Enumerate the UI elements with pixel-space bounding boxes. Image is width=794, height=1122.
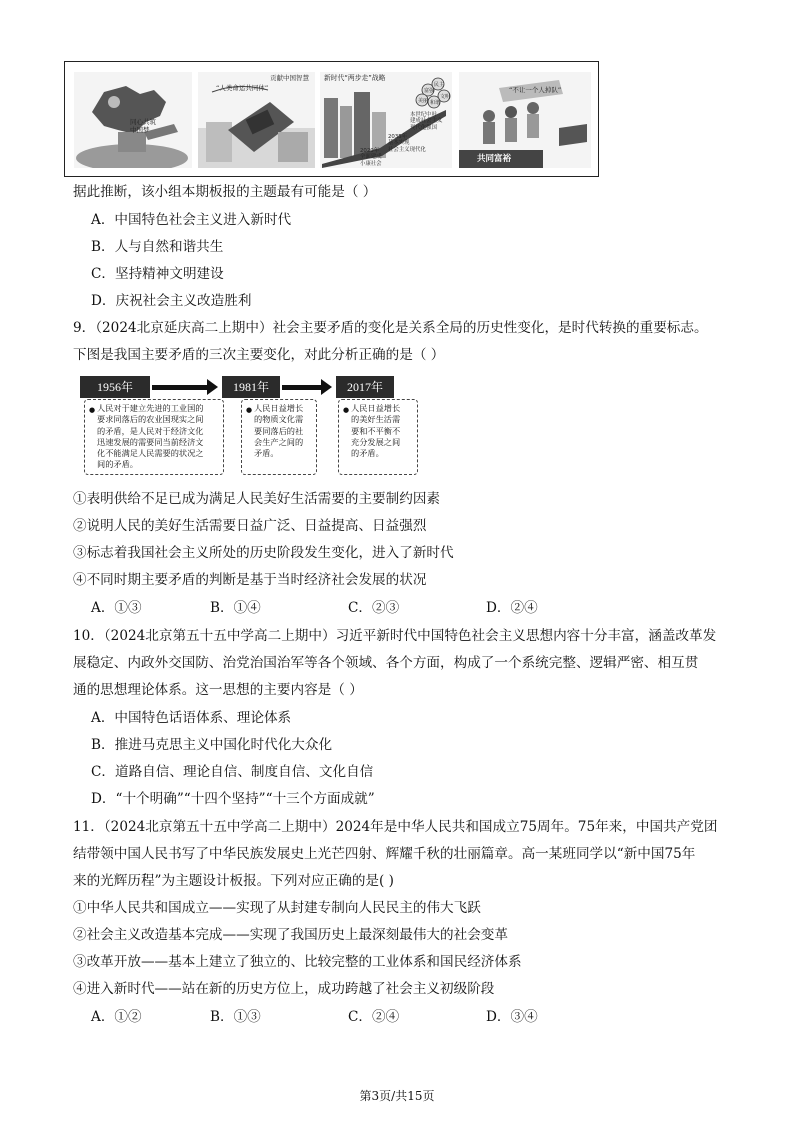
arrow-1956-1981 xyxy=(152,385,208,390)
bullet-icon: ● xyxy=(89,406,96,414)
panel3-bubble-4: 美丽 xyxy=(418,98,429,104)
panel3-2035: 2035年 基本实现 社会主义现代化 xyxy=(388,134,426,153)
q11-option-d: D．③④ xyxy=(486,1009,538,1025)
q10-option-a: A．中国特色话语体系、理论体系 xyxy=(91,710,292,726)
panel3-bubble-0: 富强 xyxy=(424,88,435,94)
panel3-bubble-1: 民主 xyxy=(434,82,445,88)
q9-statement-3: ③标志着我国社会主义所处的历史阶段发生变化，进入了新时代 xyxy=(73,545,454,561)
panel4-ribbon: 共同富裕 xyxy=(477,154,512,164)
contradiction-box-1981 xyxy=(241,399,317,475)
q10-option-d: D．“十个明确”“十四个坚持”“十三个方面成就” xyxy=(91,791,375,807)
q11-statement-3: ③改革开放——基本上建立了独立的、比较完整的工业体系和国民经济体系 xyxy=(73,954,522,970)
panel3-bubble-2: 文明 xyxy=(440,94,451,100)
q9-option-b: B．①④ xyxy=(210,600,261,616)
q8-option-d: D．庆祝社会主义改造胜利 xyxy=(91,293,252,309)
q10-option-b: B．推进马克思主义中国化时代化大众化 xyxy=(91,737,333,753)
contradiction-text-1956: 人民对于建立先进的工业国的 要求同落后的农业国现实之间 的矛盾，是人民对于经济文化 迅速发展的需要同当前经济文 化不能满足人民需要的状况之 间的矛盾。 xyxy=(97,403,204,470)
q9-option-a: A．①③ xyxy=(91,600,142,616)
contradiction-box-2017 xyxy=(338,399,418,475)
q8-option-b: B．人与自然和谐共生 xyxy=(91,239,224,255)
q8-stem: 据此推断，该小组本期板报的主题最有可能是（ ） xyxy=(73,184,377,200)
contradiction-text-2017: 人民日益增长 的美好生活需 要和不平衡不 充分发展之间 的矛盾。 xyxy=(351,403,401,459)
q10-stem-line1: 10．（2024北京第五十五中学高二上期中）习近平新时代中国特色社会主义思想内容十分丰富，涵盖改革发 xyxy=(73,628,717,644)
contradiction-text-1981: 人民日益增长 的物质文化需 要同落后的社 会生产之间的 矛盾。 xyxy=(254,403,304,459)
common-prosperity-image xyxy=(459,72,591,168)
chinese-wisdom-image xyxy=(198,72,315,168)
q9-statement-2: ②说明人民的美好生活需要日益广泛、日益提高、日益强烈 xyxy=(73,518,427,534)
q11-statement-2: ②社会主义改造基本完成——实现了我国历史上最深刻最伟大的社会变革 xyxy=(73,927,508,943)
q11-stem-line1: 11．（2024北京第五十五中学高二上期中）2024年是中华人民共和国成立75周年。75年来，中国共产党团 xyxy=(73,819,718,835)
bullet-icon: ● xyxy=(343,406,350,414)
two-step-strategy-image xyxy=(320,72,452,168)
panel3-2020: 2020年 全面建成 小康社会 xyxy=(360,148,382,167)
panel3-bubble-3: 和谐 xyxy=(430,100,441,106)
arrow-1981-2017 xyxy=(282,385,322,390)
page-number: 第3页/共15页 xyxy=(359,1089,435,1103)
q9-option-c: C．②③ xyxy=(348,600,400,616)
panel4-banner: “不让一个人掉队” xyxy=(509,86,562,94)
q10-stem-line3: 通的思想理论体系。这一思想的主要内容是（ ） xyxy=(73,682,363,698)
q11-statement-1: ①中华人民共和国成立——实现了从封建专制向人民民主的伟大飞跃 xyxy=(73,900,481,916)
year-label-1981: 1981年 xyxy=(222,376,280,398)
q8-option-c: C．坚持精神文明建设 xyxy=(91,266,224,282)
q11-stem-line3: 来的光辉历程”为主题设计板报。下列对应正确的是( ) xyxy=(73,873,394,889)
q11-option-b: B．①③ xyxy=(210,1009,261,1025)
panel3-2050: 本世纪中叶 建成社会主义 现代化强国 xyxy=(410,112,443,131)
contradiction-box-1956 xyxy=(84,399,224,475)
q9-stem-line1: 9．（2024北京延庆高二上期中）社会主要矛盾的变化是关系全局的历史性变化，是时代转换的重要标志。 xyxy=(73,320,708,336)
panel2-banner: “人类命运共同体” xyxy=(216,84,269,92)
year-label-1956: 1956年 xyxy=(80,376,150,398)
q10-option-c: C．道路自信、理论自信、制度自信、文化自信 xyxy=(91,764,374,780)
year-label-2017: 2017年 xyxy=(336,376,394,398)
q9-statement-1: ①表明供给不足已成为满足人民美好生活需要的主要制约因素 xyxy=(73,491,441,507)
china-dream-image xyxy=(74,72,192,168)
q8-option-a: A．中国特色社会主义进入新时代 xyxy=(91,212,292,228)
q11-option-c: C．②④ xyxy=(348,1009,400,1025)
q11-stem-line2: 结带领中国人民书写了中华民族发展史上光芒四射、辉耀千秋的壮丽篇章。高一某班同学以“新中国75年 xyxy=(73,846,696,862)
q11-statement-4: ④进入新时代——站在新的历史方位上，成功跨越了社会主义初级阶段 xyxy=(73,981,495,997)
panel2-caption: 贡献中国智慧 xyxy=(270,74,309,82)
q9-stem-line2: 下图是我国主要矛盾的三次主要变化，对此分析正确的是（ ） xyxy=(73,347,445,363)
q11-option-a: A．①② xyxy=(91,1009,142,1025)
board-images-strip xyxy=(64,61,599,177)
bullet-icon: ● xyxy=(246,406,253,414)
panel3-title: 新时代“两步走”战略 xyxy=(324,74,386,82)
q9-option-d: D．②④ xyxy=(486,600,538,616)
q10-stem-line2: 展稳定、内政外交国防、治党治国治军等各个领域、各个方面，构成了一个系统完整、逻辑严密、相互贯 xyxy=(73,655,699,671)
panel1-caption: 同心共筑 中国梦 xyxy=(130,118,156,134)
q9-statement-4: ④不同时期主要矛盾的判断是基于当时经济社会发展的状况 xyxy=(73,572,427,588)
